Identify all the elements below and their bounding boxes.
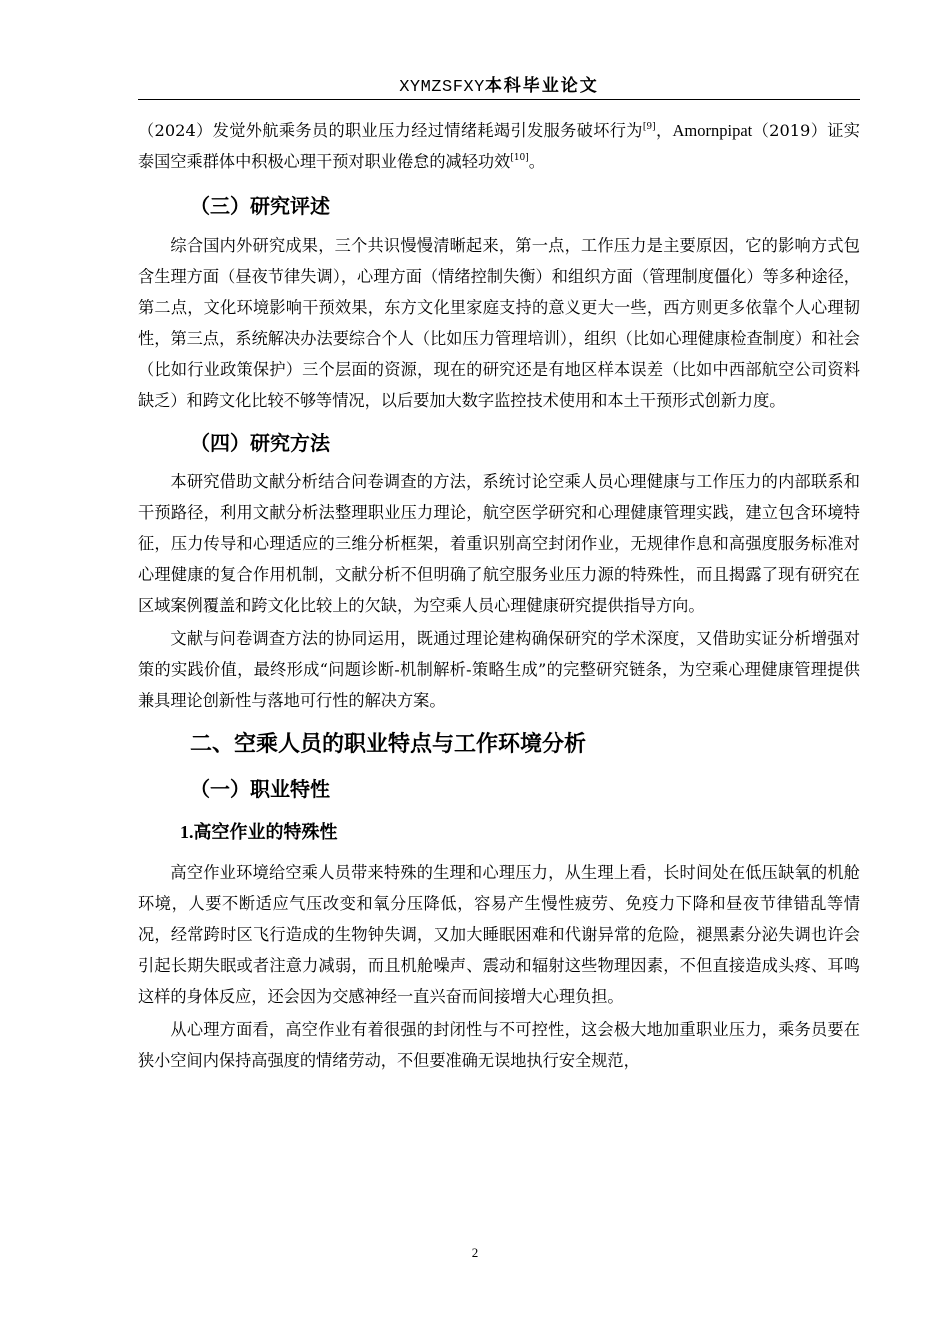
text-segment: 。 xyxy=(528,152,545,171)
page-header xyxy=(138,74,860,98)
chapter-heading: 二、空乘人员的职业特点与工作环境分析 xyxy=(190,732,587,757)
review-paragraph: 综合国内外研究成果，三个共识慢慢清晰起来，第一点，工作压力是主要原因，它的影响方式包含生理方面（昼夜节律失调），心理方面（情绪控制失衡）和组织方面（管理制度僵化）等多种途径，第二点，文化环境影响干预效果，东方文化里家庭支持的意义更大一些，西方则更多依靠个人心理韧性，第三点，系统解决办法要综合个人（比如压力管理培训），组织（比如心理健康检查制度）和社会（比如行业政策保护）三个层面的资源，现在的研究还是有地区样本误差（比如中西部航空公司资料缺乏）和跨文化比较不够等情况，以后要加大数字监控技术使用和本土干预形式创新力度。 xyxy=(138,236,860,410)
text-segment: ， xyxy=(655,121,673,140)
subsection-heading-occupation: （一）职业特性 xyxy=(190,777,330,801)
section-heading-methods: （四）研究方法 xyxy=(190,431,330,455)
author-name: Amornpipat xyxy=(672,121,753,140)
text-segment: （2019）证实泰国空乘群体中积极心理干预对职业倦怠的减轻功效 xyxy=(138,121,860,171)
methods-paragraph-2: 文献与问卷调查方法的协同运用，既通过理论建构确保研究的学术深度，又借助实证分析增强对策的实践价值，最终形成“问题诊断-机制解析-策略生成”的完整研究链条，为空乘心理健康管理提供兼具理论创新性与落地可行性的解决方案。 xyxy=(138,629,860,710)
methods-paragraph-1: 本研究借助文献分析结合问卷调查的方法，系统讨论空乘人员心理健康与工作压力的内部联系和干预路径，利用文献分析法整理职业压力理论，航空医学研究和心理健康管理实践，建立包含环境特征，压力传导和心理适应的三维分析框架，着重识别高空封闭作业，无规律作息和高强度服务标准对心理健康的复合作用机制，文献分析不但明确了航空服务业压力源的特殊性，而且揭露了现有研究在区域案例覆盖和跨文化比较上的欠缺，为空乘人员心理健康研究提供指导方向。 xyxy=(138,472,860,615)
header-rule xyxy=(138,99,860,100)
header-school-code: XYMZSFXY xyxy=(399,78,485,97)
citation-10: [10] xyxy=(510,153,529,163)
citation-9: [9] xyxy=(642,122,656,132)
section-heading-review: （三）研究评述 xyxy=(190,194,330,218)
page-number: 2 xyxy=(471,1245,479,1260)
page-body xyxy=(138,115,860,1076)
text-segment: （2024）发觉外航乘务员的职业压力经过情绪耗竭引发服务破坏行为 xyxy=(138,121,643,140)
altitude-paragraph-1: 高空作业环境给空乘人员带来特殊的生理和心理压力，从生理上看，长时间处在低压缺氧的机舱环境，人要不断适应气压改变和氧分压降低，容易产生慢性疲劳、免疫力下降和昼夜节律错乱等情况，经常跨时区飞行造成的生物钟失调，又加大睡眠困难和代谢异常的危险，褪黑素分泌失调也许会引起长期失眠或者注意力减弱，而且机舱噪声、震动和辐射这些物理因素，不但直接造成头疼、耳鸣这样的身体反应，还会因为交感神经一直兴奋而间接增大心理负担。 xyxy=(138,863,860,1006)
header-title: 本科毕业论文 xyxy=(484,76,599,96)
item-number: 1. xyxy=(180,822,194,842)
item-heading-high-altitude xyxy=(138,818,860,847)
carryover-paragraph xyxy=(138,115,860,177)
altitude-paragraph-2: 从心理方面看，高空作业有着很强的封闭性与不可控性，这会极大地加重职业压力，乘务员要在狭小空间内保持高强度的情绪劳动，不但要准确无误地执行安全规范， xyxy=(138,1020,860,1070)
item-title: 高空作业的特殊性 xyxy=(193,822,338,843)
